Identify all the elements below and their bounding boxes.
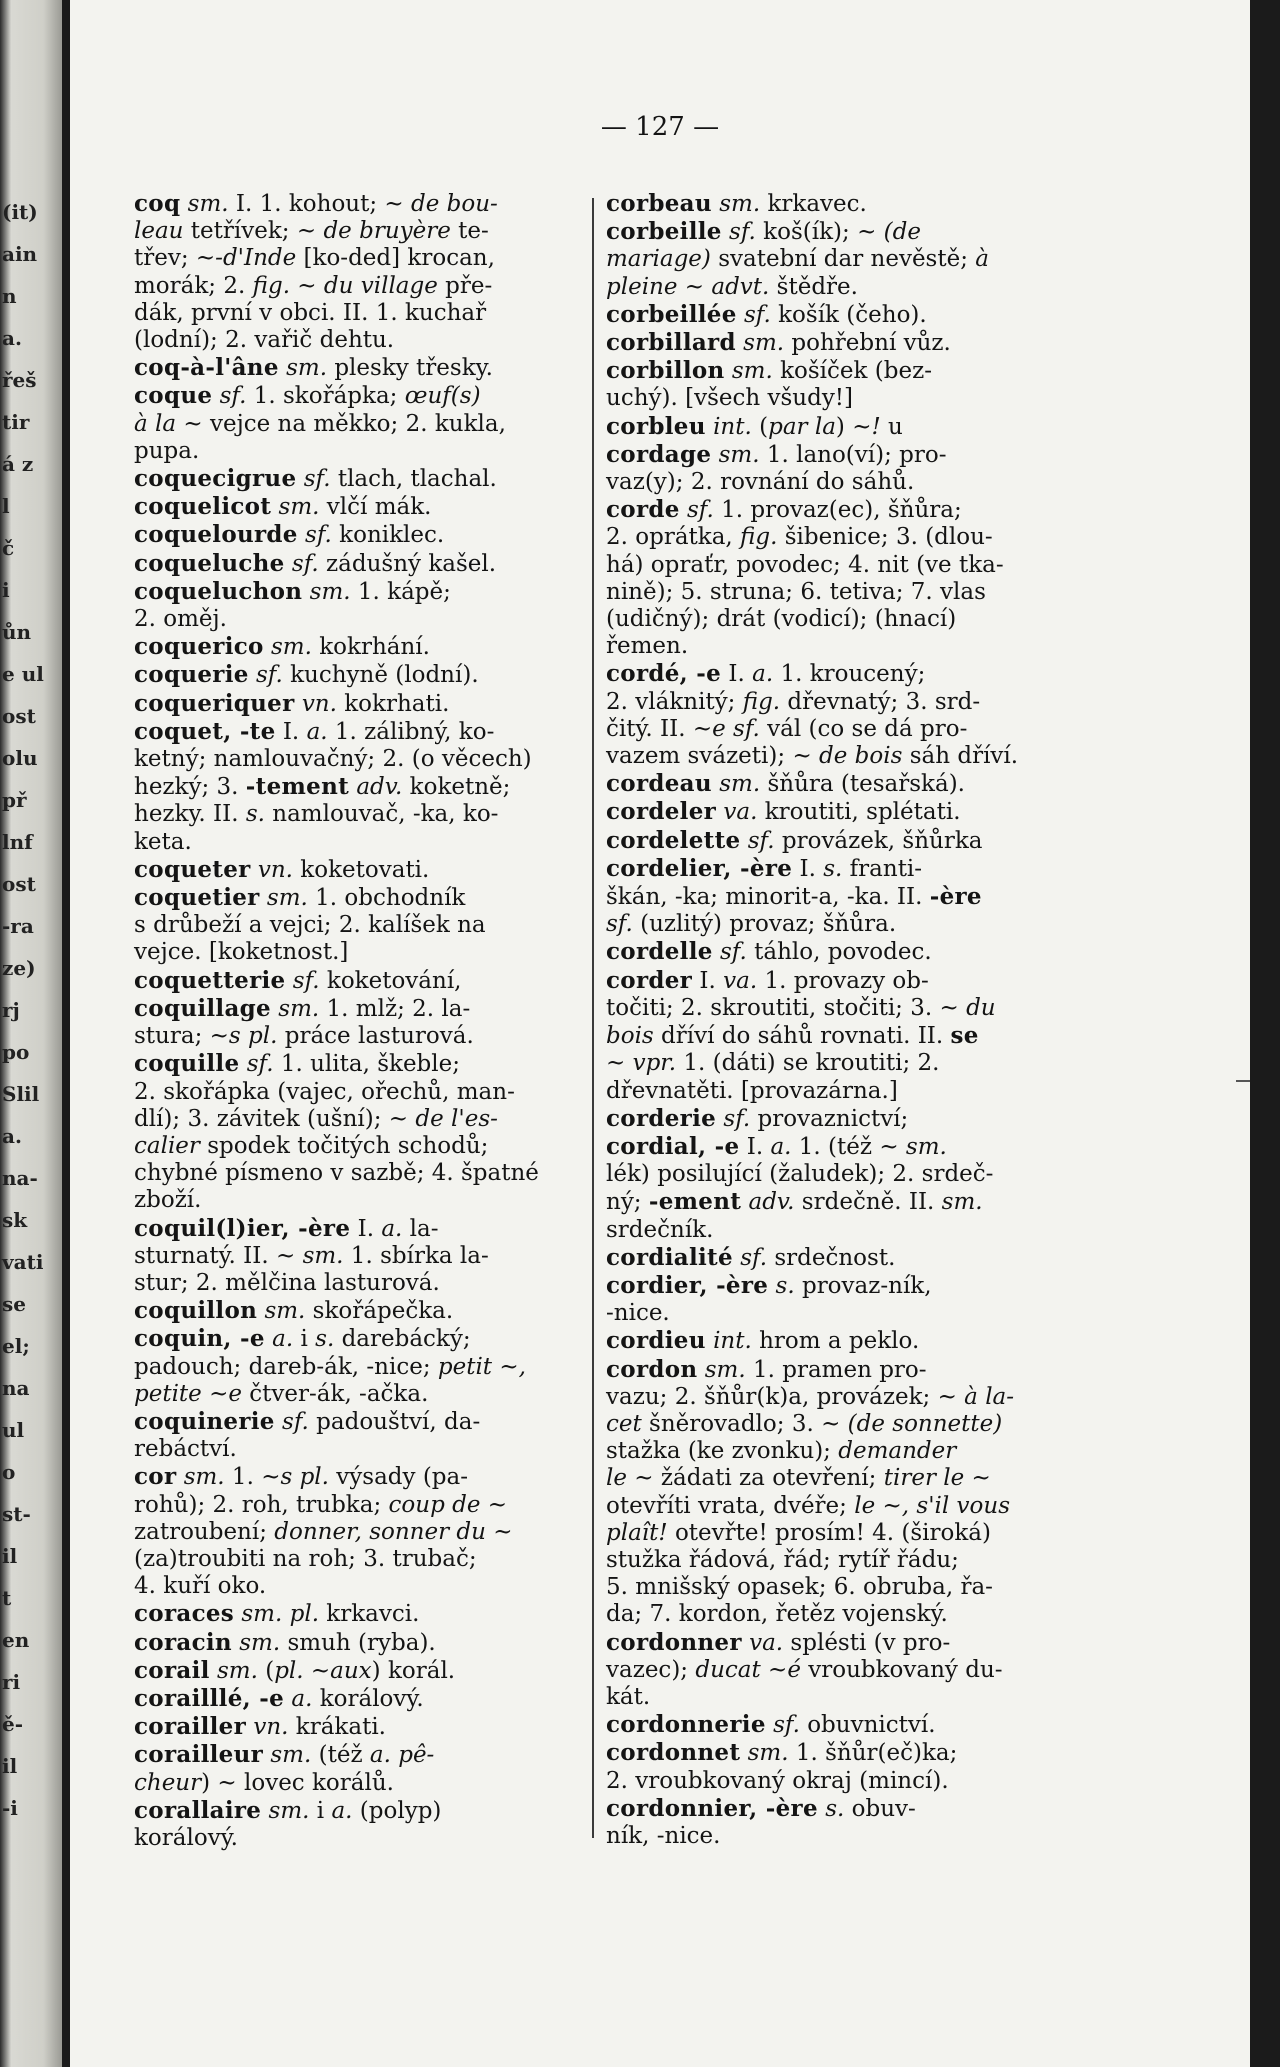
dictionary-line: cordelle sf. táhlo, povodec. — [606, 938, 932, 966]
dictionary-line: cor sm. 1. ~s pl. výsady (pa- — [134, 1463, 469, 1491]
dictionary-line: točiti; 2. skroutiti, stočiti; 3. ~ du — [606, 994, 996, 1021]
dictionary-line: coqueluchon sm. 1. kápě; — [134, 577, 451, 605]
dictionary-line: corailleur sm. (též a. pê- — [134, 1741, 435, 1769]
dictionary-line: cordonner va. splésti (v pro- — [606, 1628, 951, 1656]
dictionary-line: řemen. — [606, 633, 689, 660]
dictionary-line: chybné písmeno v sazbě; 4. špatné — [134, 1160, 539, 1187]
dictionary-line: coraces sm. pl. krkavci. — [134, 1600, 420, 1628]
dictionary-line: lék) posilující (žaludek); 2. srdeč- — [606, 1161, 994, 1188]
dictionary-line: 2. skořápka (vajec, ořechů, man- — [134, 1078, 515, 1105]
dictionary-line: korálový. — [134, 1824, 238, 1851]
spine-fragment: st- — [2, 1502, 31, 1526]
dictionary-line: zboží. — [134, 1187, 202, 1214]
dictionary-line: 2. vláknitý; fig. dřevnatý; 3. srd- — [606, 688, 981, 715]
spine-fragment: rj — [2, 998, 20, 1022]
dictionary-line: cordelier, -ère I. s. franti- — [606, 854, 923, 882]
dictionary-line: coqueter vn. koketovati. — [134, 855, 430, 883]
dictionary-line: dřevnatěti. [provazárna.] — [606, 1077, 898, 1104]
dictionary-line: corailllé, -e a. korálový. — [134, 1684, 424, 1712]
dictionary-line: vazem svázeti); ~ de bois sáh dříví. — [606, 743, 1019, 770]
spine-fragment: Slil — [2, 1082, 40, 1106]
dictionary-line: 2. oměj. — [134, 606, 227, 633]
dictionary-line: škán, -ka; minorit-a, -ka. II. -ère — [606, 883, 982, 911]
dictionary-line: bois dříví do sáhů rovnati. II. se — [606, 1022, 979, 1050]
dictionary-line: corbeillée sf. košík (čeho). — [606, 300, 927, 328]
dictionary-line: sturnatý. II. ~ sm. 1. sbírka la- — [134, 1242, 489, 1269]
dictionary-line: coqueluche sf. zádušný kašel. — [134, 549, 497, 577]
dictionary-line: à la ~ vejce na měkko; 2. kukla, — [134, 410, 506, 437]
spine-fragment: lnf — [2, 830, 33, 854]
dictionary-line: coquetier sm. 1. obchodník — [134, 884, 466, 912]
dictionary-line: ný; -ement adv. srdečně. II. sm. — [606, 1188, 983, 1216]
adjacent-page-edge — [0, 0, 62, 2067]
dictionary-line: (udičný); drát (vodicí); (hnací) — [606, 606, 957, 633]
dictionary-line: cordon sm. 1. pramen pro- — [606, 1355, 927, 1383]
dictionary-line: corde sf. 1. provaz(ec), šňůra; — [606, 496, 962, 524]
spine-fragment: na — [2, 1376, 30, 1400]
dictionary-line: pleine ~ advt. štědře. — [606, 273, 858, 300]
spine-fragment: a. — [2, 326, 22, 350]
dictionary-line: s drůbeží a vejci; 2. kalíšek na — [134, 912, 486, 939]
spine-fragment: ě- — [2, 1712, 24, 1736]
dictionary-line: kát. — [606, 1683, 651, 1710]
dictionary-line: cordeau sm. šňůra (tesařská). — [606, 770, 965, 798]
dictionary-line: da; 7. kordon, řetěz vojenský. — [606, 1601, 948, 1628]
dictionary-line: cordier, -ère s. provaz-ník, — [606, 1271, 932, 1299]
dictionary-line: hezký; 3. -tement adv. koketně; — [134, 773, 511, 801]
spine-fragment: o — [2, 1460, 16, 1484]
spine-fragment: il — [2, 1544, 18, 1568]
dictionary-line: (lodní); 2. vařič dehtu. — [134, 327, 395, 354]
dictionary-line: coquerie sf. kuchyně (lodní). — [134, 661, 479, 689]
dictionary-line: coquinerie sf. padouštví, da- — [134, 1407, 481, 1435]
dictionary-line: coquelicot sm. vlčí mák. — [134, 493, 432, 521]
dictionary-line: čitý. II. ~e sf. vál (co se dá pro- — [606, 715, 968, 742]
spine-fragment: el; — [2, 1334, 30, 1358]
dictionary-line: coq sm. I. 1. kohout; ~ de bou- — [134, 190, 498, 217]
spine-fragment: olu — [2, 746, 38, 770]
dictionary-line: corailler vn. krákati. — [134, 1713, 386, 1741]
dictionary-line: calier spodek točitých schodů; — [134, 1132, 489, 1159]
dictionary-line: coquin, -e a. i s. darebácký; — [134, 1325, 471, 1353]
spine-fragment: a. — [2, 1124, 22, 1148]
dictionary-line: mariage) svatební dar nevěstě; à — [606, 246, 989, 273]
dictionary-line: cheur) ~ lovec korálů. — [134, 1769, 394, 1796]
dictionary-line: rebáctví. — [134, 1436, 237, 1463]
dictionary-line: vazu; 2. šňůr(k)a, provázek; ~ à la- — [606, 1383, 1015, 1410]
dictionary-line: coquerico sm. kokrhání. — [134, 633, 430, 661]
dictionary-line: dák, první v obci. II. 1. kuchař — [134, 299, 487, 326]
dictionary-line: coquecigrue sf. tlach, tlachal. — [134, 465, 497, 493]
dictionary-line: corbillard sm. pohřební vůz. — [606, 329, 951, 357]
dictionary-line: vejce. [koketnost.] — [134, 939, 349, 966]
dictionary-line: cet šněrovadlo; 3. ~ (de sonnette) — [606, 1410, 1003, 1437]
spine-fragment: se — [2, 1292, 26, 1316]
dictionary-line: nině); 5. struna; 6. tetiva; 7. vlas — [606, 578, 986, 605]
dictionary-line: cordage sm. 1. lano(ví); pro- — [606, 440, 947, 468]
dictionary-line: coquil(l)ier, -ère I. a. la- — [134, 1214, 439, 1242]
dictionary-line: coq-à-l'âne sm. plesky třesky. — [134, 354, 493, 382]
dictionary-line: stužka řádová, řád; rytíř řádu; — [606, 1546, 959, 1573]
dictionary-line: cordonnerie sf. obuvnictví. — [606, 1711, 936, 1739]
dictionary-line: corbleu int. (par la) ~! u — [606, 412, 903, 440]
spine-fragment: e ul — [2, 662, 44, 686]
dictionary-line: rohů); 2. roh, trubka; coup de ~ — [134, 1491, 508, 1518]
dictionary-line: 2. vroubkovaný okraj (mincí). — [606, 1767, 949, 1794]
spine-fragment: př — [2, 788, 27, 812]
spine-fragment: á z — [2, 452, 34, 476]
dictionary-line: třev; ~-d'Inde [ko-ded] krocan, — [134, 245, 495, 272]
spine-fragment: ri — [2, 1670, 21, 1694]
dictionary-line: corail sm. (pl. ~aux) korál. — [134, 1656, 456, 1684]
dictionary-line: corallaire sm. i a. (polyp) — [134, 1796, 442, 1824]
dictionary-line: coquillage sm. 1. mlž; 2. la- — [134, 994, 471, 1022]
margin-mark — [1236, 1080, 1250, 1082]
dictionary-line: cordonnet sm. 1. šňůr(eč)ka; — [606, 1739, 958, 1767]
spine-fragment: -ra — [2, 914, 34, 938]
spine-fragment: (it) — [2, 200, 38, 224]
dictionary-line: corbeau sm. krkavec. — [606, 190, 867, 217]
dictionary-line: pupa. — [134, 437, 200, 464]
dictionary-line: plaît! otevřte! prosím! 4. (široká) — [606, 1519, 991, 1546]
dictionary-line: coracin sm. smuh (ryba). — [134, 1628, 436, 1656]
dictionary-line: há) opraťr, povodec; 4. nit (ve tka- — [606, 551, 1004, 578]
dictionary-line: stura; ~s pl. práce lasturová. — [134, 1023, 474, 1050]
spine-fragment: ost — [2, 872, 36, 896]
dictionary-line: 4. kuří oko. — [134, 1573, 267, 1600]
dictionary-line: le ~ žádati za otevření; tirer le ~ — [606, 1465, 991, 1492]
dictionary-line: stur; 2. mělčina lasturová. — [134, 1269, 440, 1296]
dictionary-page — [70, 0, 1250, 2067]
spine-fragment: il — [2, 1754, 18, 1778]
spine-fragment: n — [2, 284, 17, 308]
dictionary-line: (za)troubiti na roh; 3. trubač; — [134, 1545, 477, 1572]
dictionary-line: coque sf. 1. skořápka; œuf(s) — [134, 382, 481, 410]
dictionary-line: srdečník. — [606, 1216, 714, 1243]
dictionary-line: leau tetřívek; ~ de bruyère te- — [134, 218, 489, 245]
spine-fragment: en — [2, 1628, 30, 1652]
spine-fragment: t — [2, 1586, 12, 1610]
dictionary-line: cordeler va. kroutiti, splétati. — [606, 798, 961, 826]
dictionary-line: vazec); ducat ~é vroubkovaný du- — [606, 1656, 1003, 1683]
dictionary-line: coquelourde sf. koniklec. — [134, 521, 445, 549]
dictionary-line: -nice. — [606, 1300, 670, 1327]
spine-fragment: ze) — [2, 956, 36, 980]
dictionary-line: cordialité sf. srdečnost. — [606, 1243, 896, 1271]
left-column — [134, 190, 589, 1852]
dictionary-line: corbillon sm. košíček (bez- — [606, 357, 932, 385]
spine-fragment: ůn — [2, 620, 32, 644]
dictionary-line: sf. (uzlitý) provaz; šňůra. — [606, 911, 897, 938]
dictionary-line: otevříti vrata, dvéře; le ~, s'il vous — [606, 1492, 1011, 1519]
dictionary-line: padouch; dareb-ák, -nice; petit ~, — [134, 1353, 526, 1380]
dictionary-line: coquetterie sf. koketování, — [134, 966, 462, 994]
spine-fragment: č — [2, 536, 15, 560]
dictionary-line: cordieu int. hrom a peklo. — [606, 1327, 920, 1355]
spine-fragment: i — [2, 578, 10, 602]
dictionary-line: hezky. II. s. namlouvač, -ka, ko- — [134, 801, 499, 828]
dictionary-line: keta. — [134, 828, 192, 855]
page-number: — 127 — — [600, 112, 720, 142]
dictionary-line: corder I. va. 1. provazy ob- — [606, 966, 929, 994]
dictionary-line: vaz(y); 2. rovnání do sáhů. — [606, 469, 915, 496]
dictionary-line: stažka (ke zvonku); demander — [606, 1438, 957, 1465]
dictionary-line: 2. oprátka, fig. šibenice; 3. (dlou- — [606, 524, 993, 551]
dictionary-line: cordé, -e I. a. 1. kroucený; — [606, 660, 926, 688]
dictionary-line: cordial, -e I. a. 1. (též ~ sm. — [606, 1132, 947, 1160]
dictionary-line: corbeille sf. koš(ík); ~ (de — [606, 218, 921, 246]
spine-fragment: -i — [2, 1796, 18, 1820]
dictionary-line: coquet, -te I. a. 1. zálibný, ko- — [134, 717, 495, 745]
dictionary-line: coquillon sm. skořápečka. — [134, 1297, 454, 1325]
dictionary-line: ~ vpr. 1. (dáti) se kroutiti; 2. — [606, 1050, 940, 1077]
spine-fragment: ul — [2, 1418, 25, 1442]
dictionary-line: coqueriquer vn. kokrhati. — [134, 689, 450, 717]
dictionary-line: coquille sf. 1. ulita, škeble; — [134, 1050, 460, 1078]
dictionary-line: uchý). [všech všudy!] — [606, 385, 854, 412]
dictionary-line: dlí); 3. závitek (ušní); ~ de l'es- — [134, 1105, 498, 1132]
spine-fragment: ost — [2, 704, 36, 728]
dictionary-line: cordelette sf. provázek, šňůrka — [606, 826, 983, 854]
dictionary-line: 5. mnišský opasek; 6. obruba, řa- — [606, 1574, 993, 1601]
column-divider — [592, 198, 594, 1838]
dictionary-line: corderie sf. provaznictví; — [606, 1104, 909, 1132]
spine-fragment: po — [2, 1040, 30, 1064]
spine-fragment: vati — [2, 1250, 44, 1274]
spine-fragment: tir — [2, 410, 30, 434]
dictionary-line: ník, -nice. — [606, 1822, 721, 1849]
dictionary-line: ketný; namlouvačný; 2. (o věcech) — [134, 746, 532, 773]
spine-fragment: sk — [2, 1208, 28, 1232]
dictionary-line: zatroubení; donner, sonner du ~ — [134, 1518, 513, 1545]
dictionary-line: petite ~e čtver-ák, -ačka. — [134, 1380, 429, 1407]
spine-fragment: řeš — [2, 368, 37, 392]
right-column — [606, 190, 1061, 1850]
spine-fragment: ain — [2, 242, 38, 266]
dictionary-line: cordonnier, -ère s. obuv- — [606, 1794, 916, 1822]
dictionary-line: morák; 2. fig. ~ du village pře- — [134, 272, 493, 299]
spine-fragment: l — [2, 494, 10, 518]
spine-fragment: na- — [2, 1166, 38, 1190]
